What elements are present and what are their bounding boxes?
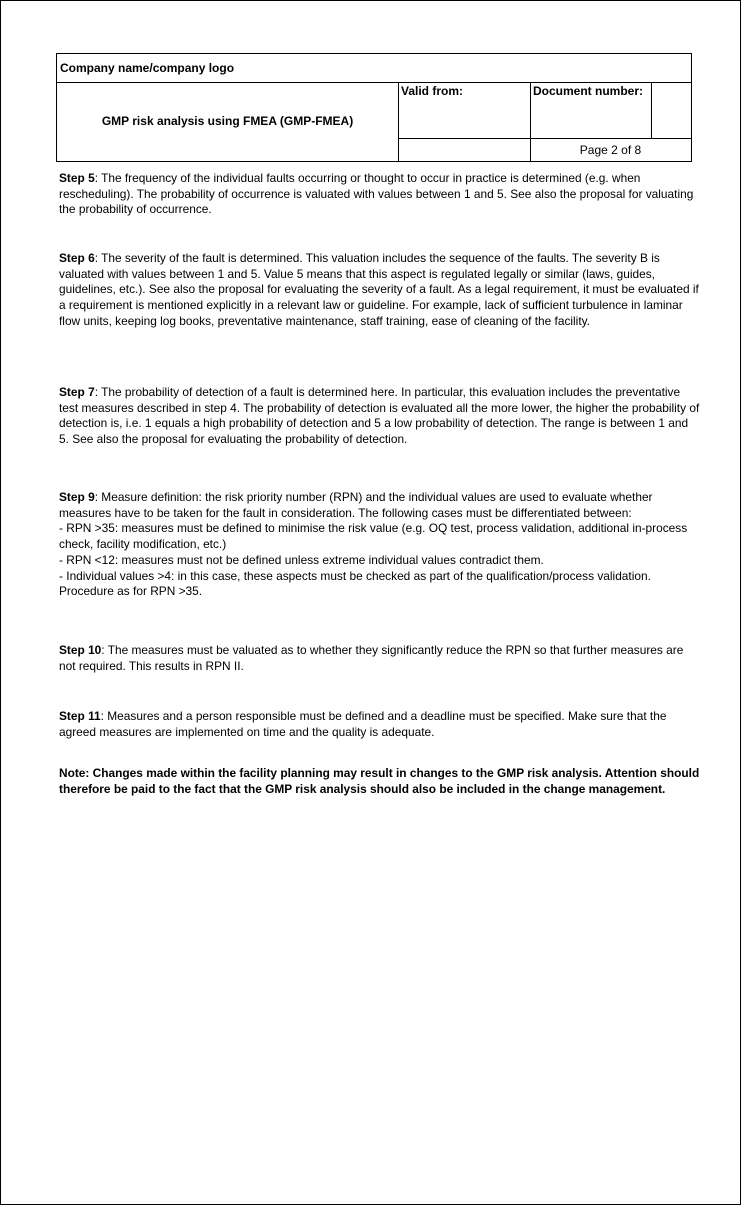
document-number-label: Document number: <box>533 84 644 98</box>
company-logo-cell <box>56 53 692 83</box>
step-text: : The probability of detection of a fault is determined here. In particular, this evaluation includes the preventative test measures described in step 4. The probability of detection is evaluated all the more lower, the higher the probability of detection is, i.e. 1 equals a high probability of detection and 5 a low probability of detection. The range is between 1 and 5. See also the proposal for evaluating the probability of detection. <box>59 385 700 447</box>
step-label: Step 11 <box>59 709 101 723</box>
step-9-paragraph <box>59 490 701 600</box>
note-paragraph: Note: Changes made within the facility planning may result in changes to the GMP risk analysis. Attention should therefore be paid to the fact that the GMP risk analysis should also be included in the change management. <box>59 766 700 796</box>
step-text: : Measure definition: the risk priority number (RPN) and the individual values are used to evaluate whether measures have to be taken for the fault in consideration. The following cases must be differentiated between: <box>59 490 653 520</box>
page-number: Page 2 of 8 <box>579 142 642 157</box>
step-6-paragraph <box>59 251 701 330</box>
valid-from-value-cell <box>398 138 531 162</box>
valid-from-cell <box>398 82 531 139</box>
step-9-case-rpn-high: - RPN >35: measures must be defined to minimise the risk value (e.g. OQ test, process validation, additional in-process check, facility modification, etc.) <box>59 521 688 552</box>
step-5-paragraph <box>59 171 701 218</box>
step-7-paragraph <box>59 385 701 448</box>
step-label: Step 7 <box>59 385 95 399</box>
step-label: Step 5 <box>59 171 95 185</box>
step-9-case-rpn-low: - RPN <12: measures must not be defined unless extreme individual values contradict them. <box>59 552 544 567</box>
company-name: Company name/company logo <box>60 61 235 75</box>
step-label: Step 6 <box>59 251 95 265</box>
blank-cell <box>651 82 692 139</box>
document-title: GMP risk analysis using FMEA (GMP-FMEA) <box>101 113 354 128</box>
step-text: : Measures and a person responsible must be defined and a deadline must be specified. Make sure that the agreed measures are implemented on time and the quality is adequate. <box>59 709 667 739</box>
valid-from-label: Valid from: <box>401 84 464 98</box>
step-text: : The frequency of the individual faults occurring or thought to occur in practice is determined (e.g. when rescheduling). The probability of occurrence is valuated with values between 1 and 5. See also the proposal for valuating the probability of occurrence. <box>59 171 694 217</box>
step-text: : The severity of the fault is determined. This valuation includes the sequence of the faults. The severity B is valuated with values between 1 and 5. Value 5 means that this aspect is regulated legally or similar (laws, guides, guidelines, etc.). See also the proposal for evaluating the severity of a fault. As a legal requirement, it must be evaluated if a requirement is mentioned explicitly in a relevant law or guideline. For example, lack of sufficient turbulence in laminar flow units, keeping log books, preventative maintenance, staff training, ease of cleaning of the facility. <box>59 251 699 328</box>
step-text: : The measures must be valuated as to whether they significantly reduce the RPN so that further measures are not required. This results in RPN II. <box>59 643 684 673</box>
step-11-paragraph <box>59 709 701 740</box>
step-label: Step 9 <box>59 490 95 504</box>
step-label: Step 10 <box>59 643 102 657</box>
page-number-cell <box>530 138 692 162</box>
document-number-cell <box>530 82 652 139</box>
document-title-cell <box>56 82 399 162</box>
step-9-case-individual: - Individual values >4: in this case, these aspects must be checked as part of the qualification/process validation. Procedure as for RPN >35. <box>59 568 651 599</box>
step-9-intro <box>59 490 701 521</box>
step-10-paragraph <box>59 643 701 674</box>
